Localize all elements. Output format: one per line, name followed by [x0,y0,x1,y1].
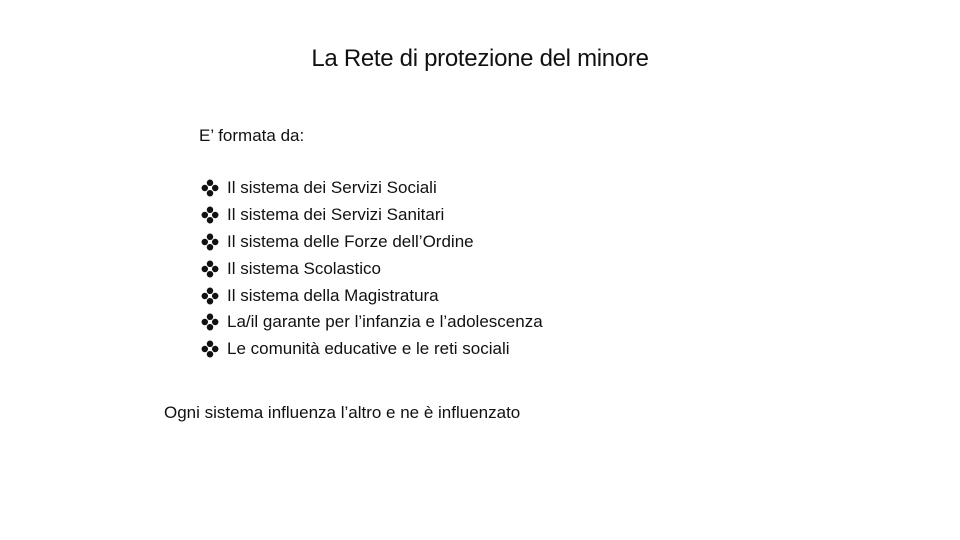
list-item [201,202,543,229]
diamond-bullet-icon [201,260,219,278]
intro-text: E’ formata da: [199,126,305,145]
diamond-bullet-icon [201,313,219,331]
closing-statement: Ogni sistema influenza l’altro e ne è influenzato [164,403,521,422]
list-item [201,309,543,336]
list-item [201,336,543,363]
diamond-bullet-icon [201,340,219,358]
list-item [201,229,543,256]
slide-title: La Rete di protezione del minore [311,45,649,72]
diamond-bullet-icon [201,233,219,251]
bullet-list [201,175,543,363]
list-item [201,282,543,309]
list-item-label: Il sistema della Magistratura [227,285,439,305]
list-item-label: Il sistema Scolastico [227,258,381,278]
list-item-label: Il sistema dei Servizi Sanitari [227,205,445,225]
list-item [201,255,543,282]
diamond-bullet-icon [201,287,219,305]
list-item-label: Le comunità educative e le reti sociali [227,339,510,359]
diamond-bullet-icon [201,206,219,224]
list-item-label: Il sistema dei Servizi Sociali [227,178,437,198]
diamond-bullet-icon [201,179,219,197]
list-item-label: La/il garante per l’infanzia e l’adolescenza [227,312,543,332]
list-item-label: Il sistema delle Forze dell’Ordine [227,231,474,251]
list-item [201,175,543,202]
